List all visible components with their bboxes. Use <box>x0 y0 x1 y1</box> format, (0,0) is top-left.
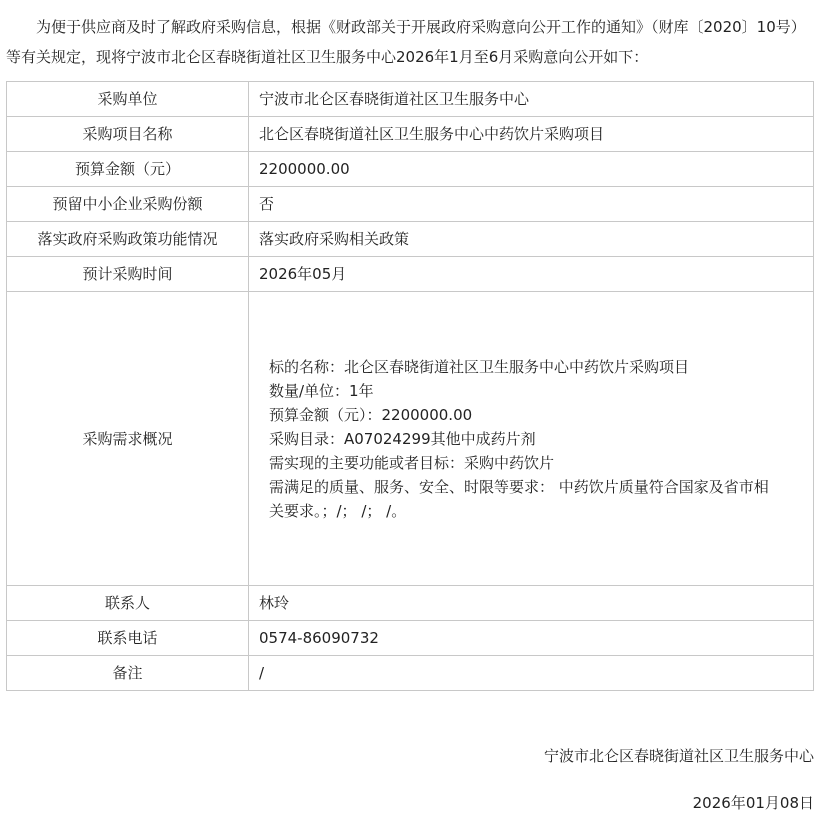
table-row <box>7 621 814 656</box>
requirement-quality: 需满足的质量、服务、安全、时限等要求： 中药饮片质量符合国家及省市相关要求。；/； /； /。 <box>269 477 769 520</box>
row-value-remarks: / <box>249 656 814 691</box>
row-label-sme-reserve: 预留中小企业采购份额 <box>7 187 249 222</box>
row-label-contact: 联系人 <box>7 586 249 621</box>
table-row <box>7 152 814 187</box>
row-value-project-name: 北仑区春晓街道社区卫生服务中心中药饮片采购项目 <box>249 117 814 152</box>
row-label-purchaser: 采购单位 <box>7 82 249 117</box>
row-label-requirements: 采购需求概况 <box>7 292 249 586</box>
table-row <box>7 222 814 257</box>
row-value-policy: 落实政府采购相关政策 <box>249 222 814 257</box>
row-value-sme-reserve: 否 <box>249 187 814 222</box>
requirement-goal: 需实现的主要功能或者目标：采购中药饮片 <box>269 453 555 472</box>
requirements-block <box>259 355 813 523</box>
row-value-phone: 0574-86090732 <box>249 621 814 656</box>
row-value-contact: 林玲 <box>249 586 814 621</box>
row-label-project-name: 采购项目名称 <box>7 117 249 152</box>
table-row <box>7 82 814 117</box>
table-row <box>7 586 814 621</box>
row-label-remarks: 备注 <box>7 656 249 691</box>
requirement-catalog: 采购目录：A07024299其他中成药片剂 <box>269 429 536 448</box>
table-row <box>7 117 814 152</box>
footer-organization: 宁波市北仑区春晓街道社区卫生服务中心 <box>543 747 814 765</box>
requirement-budget: 预算金额（元）：2200000.00 <box>269 405 473 424</box>
table-row-requirements <box>7 292 814 586</box>
requirement-item-name: 标的名称：北仑区春晓街道社区卫生服务中心中药饮片采购项目 <box>269 357 690 376</box>
table-row <box>7 656 814 691</box>
row-value-purchaser: 宁波市北仑区春晓街道社区卫生服务中心 <box>249 82 814 117</box>
row-label-budget: 预算金额（元） <box>7 152 249 187</box>
table-row <box>7 187 814 222</box>
row-label-policy: 落实政府采购政策功能情况 <box>7 222 249 257</box>
row-value-requirements <box>249 292 814 586</box>
table-row <box>7 257 814 292</box>
row-label-expected-time: 预计采购时间 <box>7 257 249 292</box>
footer-date: 2026年01月08日 <box>692 794 814 812</box>
intro-paragraph: 为便于供应商及时了解政府采购信息，根据《财政部关于开展政府采购意向公开工作的通知》（财库〔2020〕10号）等有关规定，现将宁波市北仑区春晓街道社区卫生服务中心2026年1月至6月采购意向公开如下： <box>6 18 806 66</box>
row-value-expected-time: 2026年05月 <box>249 257 814 292</box>
requirement-quantity: 数量/单位：1年 <box>269 381 374 400</box>
row-label-phone: 联系电话 <box>7 621 249 656</box>
row-value-budget: 2200000.00 <box>249 152 814 187</box>
procurement-info-table <box>6 81 814 691</box>
